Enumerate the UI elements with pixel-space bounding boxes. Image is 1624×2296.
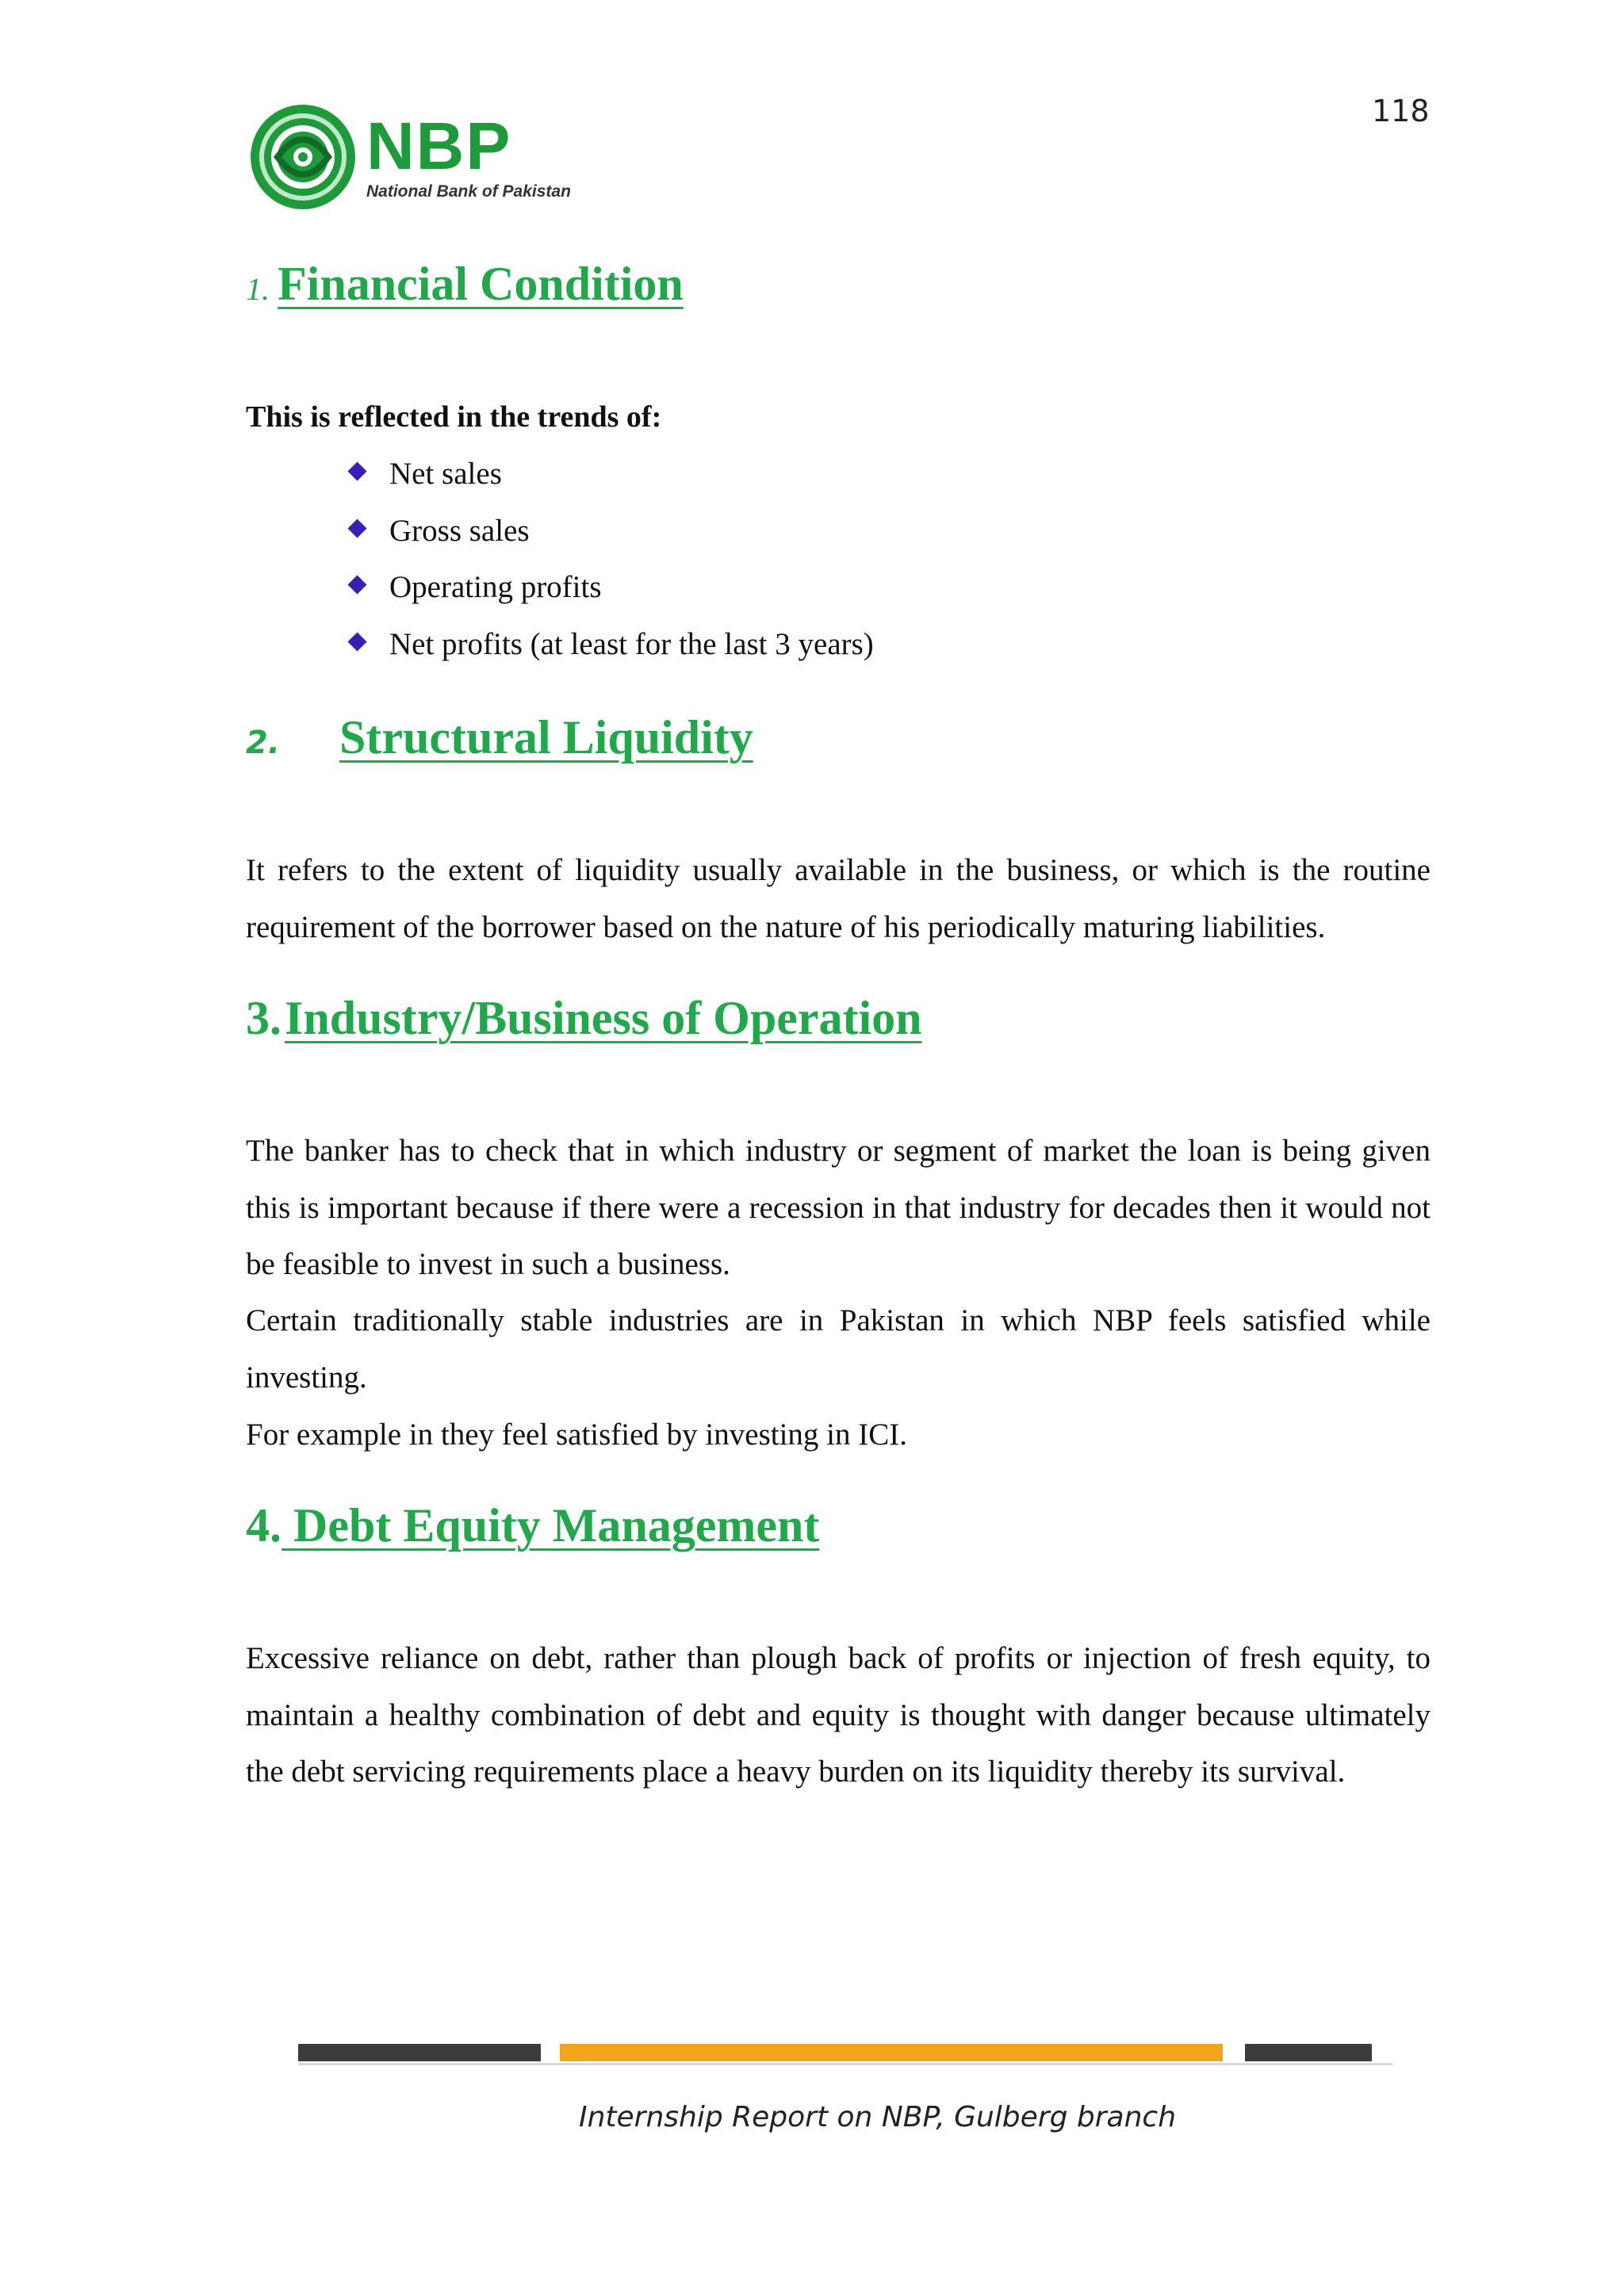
section-1-number: 1. (246, 271, 270, 307)
section-3-paragraph-2: Certain traditionally stable industries are in Pakistan in which NBP feels satisfied while investing. (246, 1303, 1431, 1395)
diamond-bullet-icon (347, 519, 366, 538)
footer-bar-orange (560, 2044, 1223, 2061)
section-4-paragraph: Excessive reliance on debt, rather than plough back of profits or injection of fresh equity, to maintain a healthy combination of debt and equity is thought with danger because ultimately the debt servicing requirements place a heavy burden on its liquidity thereby its survival. (246, 1641, 1431, 1789)
section-2-title: Structural Liquidity (339, 711, 753, 763)
section-3-heading (246, 989, 922, 1047)
section-4-number: 4. (246, 1499, 282, 1552)
footer-bar-dark-right (1245, 2044, 1372, 2061)
section-2-heading (246, 709, 753, 766)
list-item: Operating profits (343, 564, 874, 621)
logo-wordmark: NBP (366, 109, 512, 183)
section-2-paragraph: It refers to the extent of liquidity usually available in the business, or which is the routine requirement of the borrower based on the nature of his periodically maturing liabilities. (246, 853, 1431, 944)
logo-subtitle: National Bank of Pakistan (366, 182, 571, 201)
nbp-emblem-icon (246, 98, 365, 217)
section-3-paragraph-3: For example in they feel satisfied by investing in ICI. (246, 1418, 907, 1452)
section-3-number: 3. (246, 992, 282, 1044)
page-number: 118 (1372, 94, 1430, 128)
footer-bar-dark-left (298, 2044, 541, 2061)
nbp-logo (246, 98, 626, 217)
list-item: Net profits (at least for the last 3 years) (343, 621, 874, 678)
section-3-title: Industry/Business of Operation (285, 992, 922, 1044)
diamond-bullet-icon (347, 575, 366, 594)
section-1-bullet-list (343, 450, 874, 677)
footer-decorative-bars (298, 2036, 1392, 2068)
list-item: Gross sales (343, 507, 874, 564)
section-4-title: Debt Equity Management (282, 1499, 820, 1552)
section-1-heading (246, 255, 684, 312)
list-item: Net sales (343, 450, 874, 507)
footer-caption: Internship Report on NBP, Gulberg branch (578, 2101, 1177, 2133)
section-3-paragraph-1: The banker has to check that in which industry or segment of market the loan is being given this is important because if there were a recession in that industry for decades then it would not be feasible to invest in such a business. (246, 1134, 1431, 1281)
diamond-bullet-icon (347, 632, 366, 651)
section-1-title: Financial Condition (278, 258, 684, 310)
section-2-number: 2. (246, 725, 281, 761)
section-4-heading (246, 1497, 819, 1554)
footer-rule (298, 2063, 1392, 2065)
diamond-bullet-icon (347, 461, 366, 480)
section-1-intro: This is reflected in the trends of: (246, 400, 662, 434)
